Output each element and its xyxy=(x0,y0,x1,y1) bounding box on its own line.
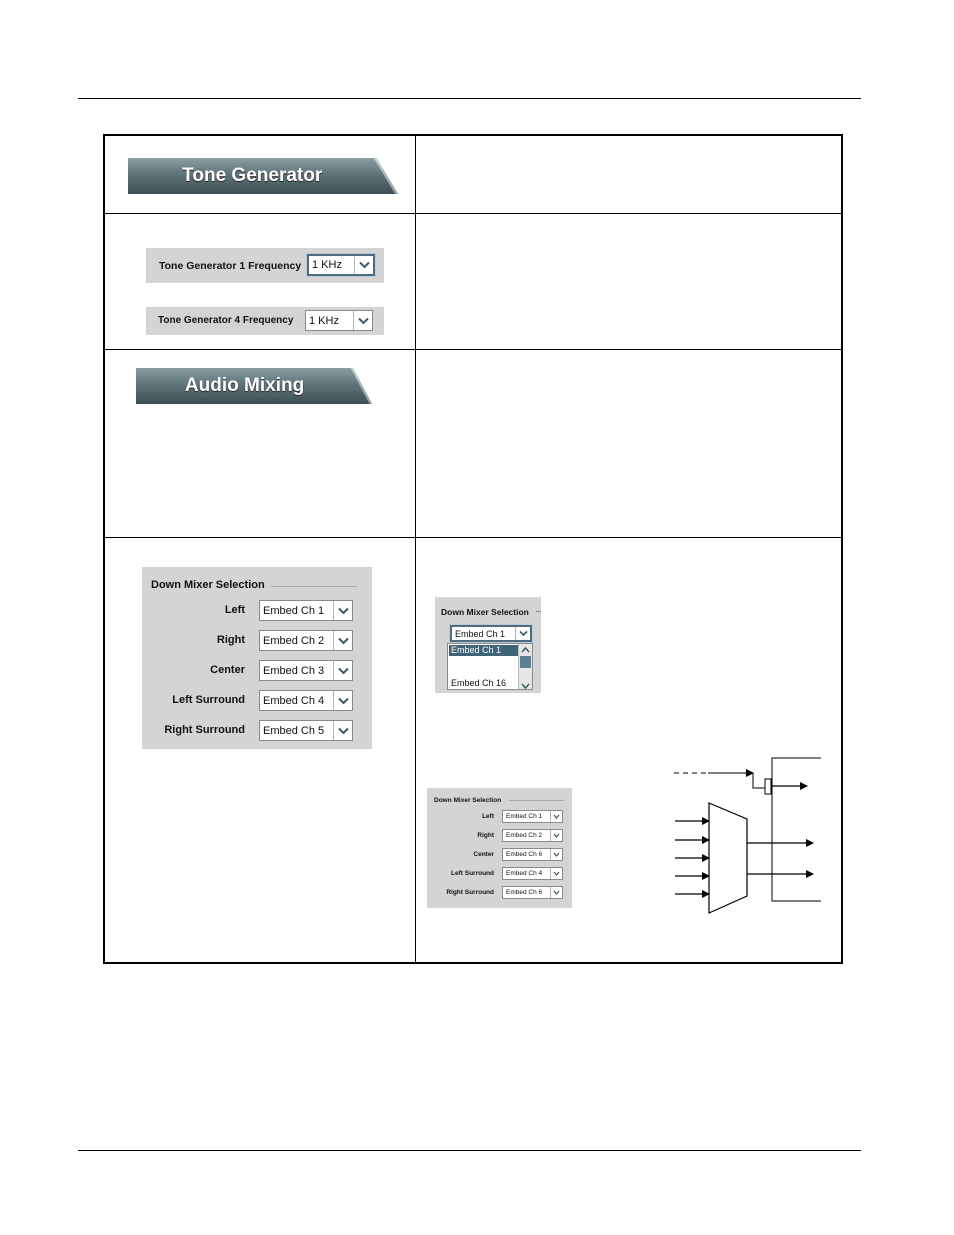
small-mixer-left-surround-label: Left Surround xyxy=(451,870,494,877)
header-rule xyxy=(78,98,861,99)
down-mixer-right-surround-value: Embed Ch 5 xyxy=(263,724,325,737)
tone-gen-4-value: 1 KHz xyxy=(309,314,339,327)
small-mixer-right-surround-value: Embed Ch 6 xyxy=(506,889,543,896)
dropdown-example-value: Embed Ch 1 xyxy=(455,628,506,639)
small-mixer-left-value: Embed Ch 1 xyxy=(506,813,543,820)
small-mixer-left-label: Left xyxy=(482,813,494,820)
small-mixer-right-value: Embed Ch 2 xyxy=(506,832,543,839)
dropdown-list-selected-item[interactable]: Embed Ch 1 xyxy=(449,645,518,656)
small-mixer-center-value: Embed Ch 6 xyxy=(506,851,543,858)
dropdown-example-title: Down Mixer Selection xyxy=(441,607,529,617)
footer-rule xyxy=(78,1150,861,1151)
tone-generator-banner-label: Tone Generator xyxy=(182,165,323,186)
tone-gen-4-label: Tone Generator 4 Frequency xyxy=(158,315,294,326)
down-mixer-left-surround-label: Left Surround xyxy=(172,694,245,706)
switch-lead xyxy=(753,773,765,788)
down-mixer-left-value: Embed Ch 1 xyxy=(263,604,325,617)
down-mixer-center-label: Center xyxy=(210,664,245,676)
tone-gen-1-value: 1 KHz xyxy=(312,259,342,271)
small-mixer-right-surround-label: Right Surround xyxy=(446,889,494,896)
audio-mixing-banner-label: Audio Mixing xyxy=(184,375,305,396)
down-mixer-right-surround-label: Right Surround xyxy=(164,724,245,736)
down-mixer-center-value: Embed Ch 3 xyxy=(263,664,325,677)
small-mixer-title: Down Mixer Selection xyxy=(434,797,502,804)
small-mixer-right-label: Right xyxy=(477,832,494,839)
function-table xyxy=(103,134,843,964)
down-mixer-title: Down Mixer Selection xyxy=(151,579,265,591)
down-mixer-left-surround-value: Embed Ch 4 xyxy=(263,694,325,707)
mixer-block xyxy=(709,803,747,913)
small-mixer-left-surround-value: Embed Ch 4 xyxy=(506,870,543,877)
output-bracket xyxy=(772,758,821,901)
dropdown-list-last-item[interactable]: Embed Ch 16 xyxy=(451,678,507,688)
small-mixer-center-label: Center xyxy=(473,851,494,858)
down-mixer-right-label: Right xyxy=(216,634,245,646)
tone-gen-1-label: Tone Generator 1 Frequency xyxy=(159,260,302,272)
down-mixer-block-diagram xyxy=(105,136,841,962)
down-mixer-right-value: Embed Ch 2 xyxy=(263,634,325,647)
down-mixer-left-label: Left xyxy=(224,604,245,616)
switch-block xyxy=(765,779,771,794)
